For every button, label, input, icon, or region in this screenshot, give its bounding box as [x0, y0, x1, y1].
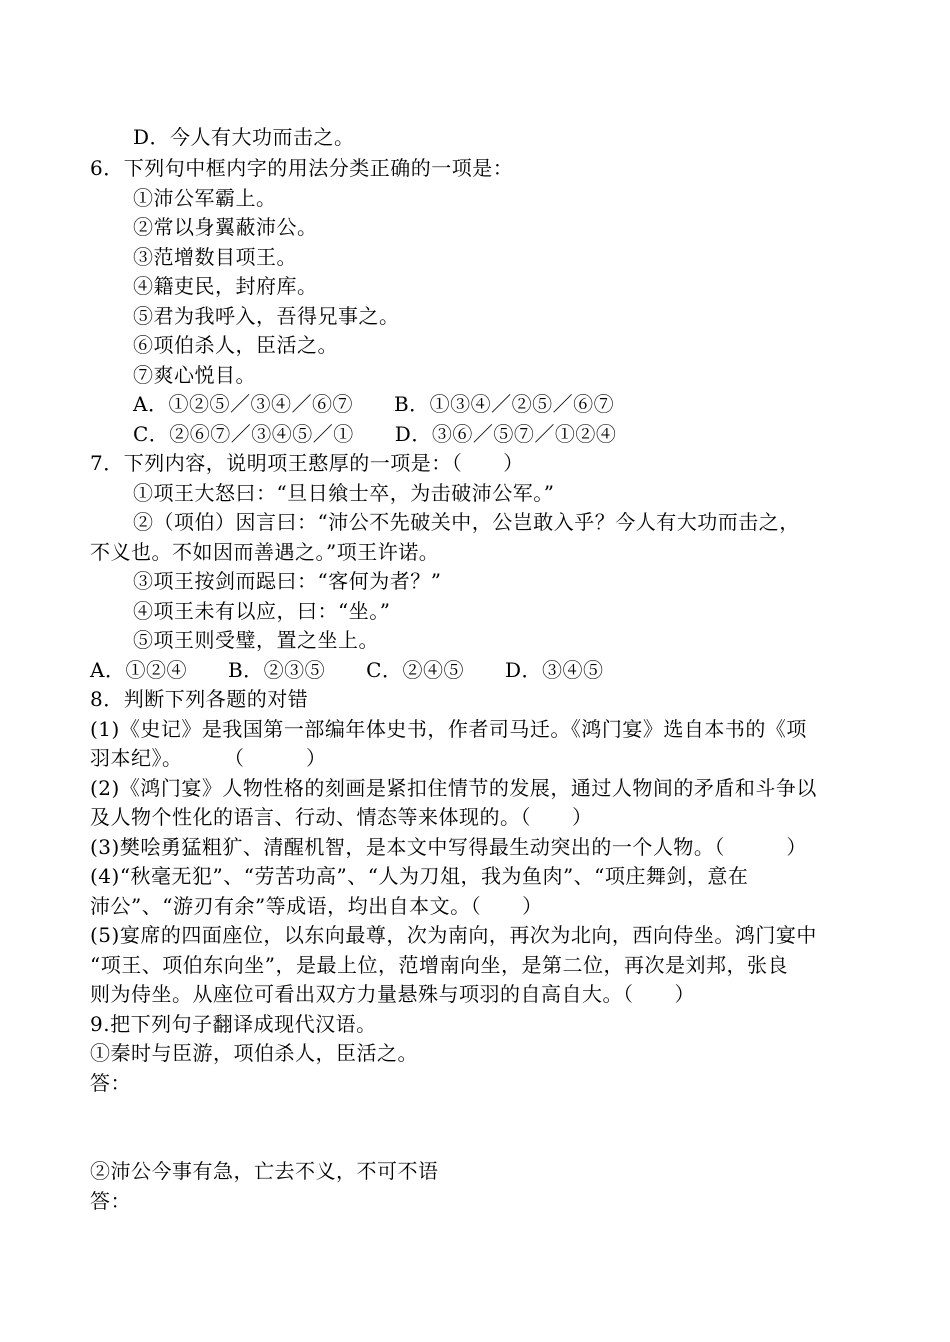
q6-stem: 6．下列句中框内字的用法分类正确的一项是： [90, 156, 514, 180]
q6-item: ④籍吏民，封府库。 [133, 274, 318, 298]
q6-item: ⑦爽心悦目。 [133, 363, 256, 387]
q7-options: A．①②④ B．②③⑤ C．②④⑤ D．③④⑤ [90, 658, 604, 682]
q8-line: (3)樊哙勇猛粗犷、清醒机智，是本文中写得最生动突出的一个人物。（ ） [90, 835, 807, 859]
q7-item: ②（项伯）因言曰：“沛公不先破关中，公岂敢入乎？今人有大功而击之， [133, 510, 800, 534]
q7-item-continuation: 不义也。不如因而善遇之。”项王许诺。 [90, 540, 440, 564]
q7-item: ⑤项王则受璧，置之坐上。 [133, 628, 379, 652]
q6-item: ⑥项伯杀人，臣活之。 [133, 333, 338, 357]
q6-item: ②常以身翼蔽沛公。 [133, 215, 318, 239]
q8-stem: 8．判断下列各题的对错 [90, 687, 309, 711]
q7-item: ③项王按剑而跽曰：“客何为者？” [133, 569, 442, 593]
q8-line: 及人物个性化的语言、行动、情态等来体现的。（ ） [90, 805, 593, 829]
q7-item: ④项王未有以应，曰：“坐。” [133, 599, 391, 623]
q8-line: (5)宴席的四面座位，以东向最尊，次为南向，再次为北向，西向侍坐。鸿门宴中 [90, 923, 817, 947]
q6-item: ⑤君为我呼入，吾得兄事之。 [133, 304, 400, 328]
q7-stem: 7．下列内容，说明项王憨厚的一项是：（ ） [90, 451, 524, 475]
q6-options-row: C．②⑥⑦／③④⑤／① D．③⑥／⑤⑦／①②④ [133, 422, 617, 446]
q8-line: (1)《史记》是我国第一部编年体史书，作者司马迁。《鸿门宴》选自本书的《项 [90, 717, 807, 741]
q8-line: (4)“秋毫无犯”、“劳苦功高”、“人为刀俎，我为鱼肉”、“项庄舞剑，意在 [90, 864, 749, 888]
q6-item: ③范增数目项王。 [133, 245, 297, 269]
q9-sentence: ②沛公今事有急，亡去不义，不可不语 [90, 1159, 439, 1183]
q9-stem: 9.把下列句子翻译成现代汉语。 [90, 1012, 377, 1036]
q9-answer-label: 答： [90, 1071, 131, 1095]
q7-item: ①项王大怒曰：“旦日飨士卒，为击破沛公军。” [133, 481, 555, 505]
q5-option-d: D．今人有大功而击之。 [133, 125, 355, 149]
q8-line: (2)《鸿门宴》人物性格的刻画是紧扣住情节的发展，通过人物间的矛盾和斗争以 [90, 776, 817, 800]
q8-line: 沛公”、“游刃有余”等成语，均出自本文。（ ） [90, 894, 543, 918]
q6-item: ①沛公军霸上。 [133, 186, 277, 210]
q8-line: “项王、项伯东向坐”，是最上位，范增南向坐，是第二位，再次是刘邦，张良 [90, 953, 788, 977]
q6-options-row: A．①②⑤／③④／⑥⑦ B．①③④／②⑤／⑥⑦ [133, 392, 615, 416]
q8-line: 则为侍坐。从座位可看出双方力量悬殊与项羽的自高自大。（ ） [90, 982, 695, 1006]
q8-line: 羽本纪》。 （ ） [90, 746, 327, 770]
q9-answer-label: 答： [90, 1189, 131, 1213]
q9-sentence: ①秦时与臣游，项伯杀人，臣活之。 [90, 1041, 418, 1065]
